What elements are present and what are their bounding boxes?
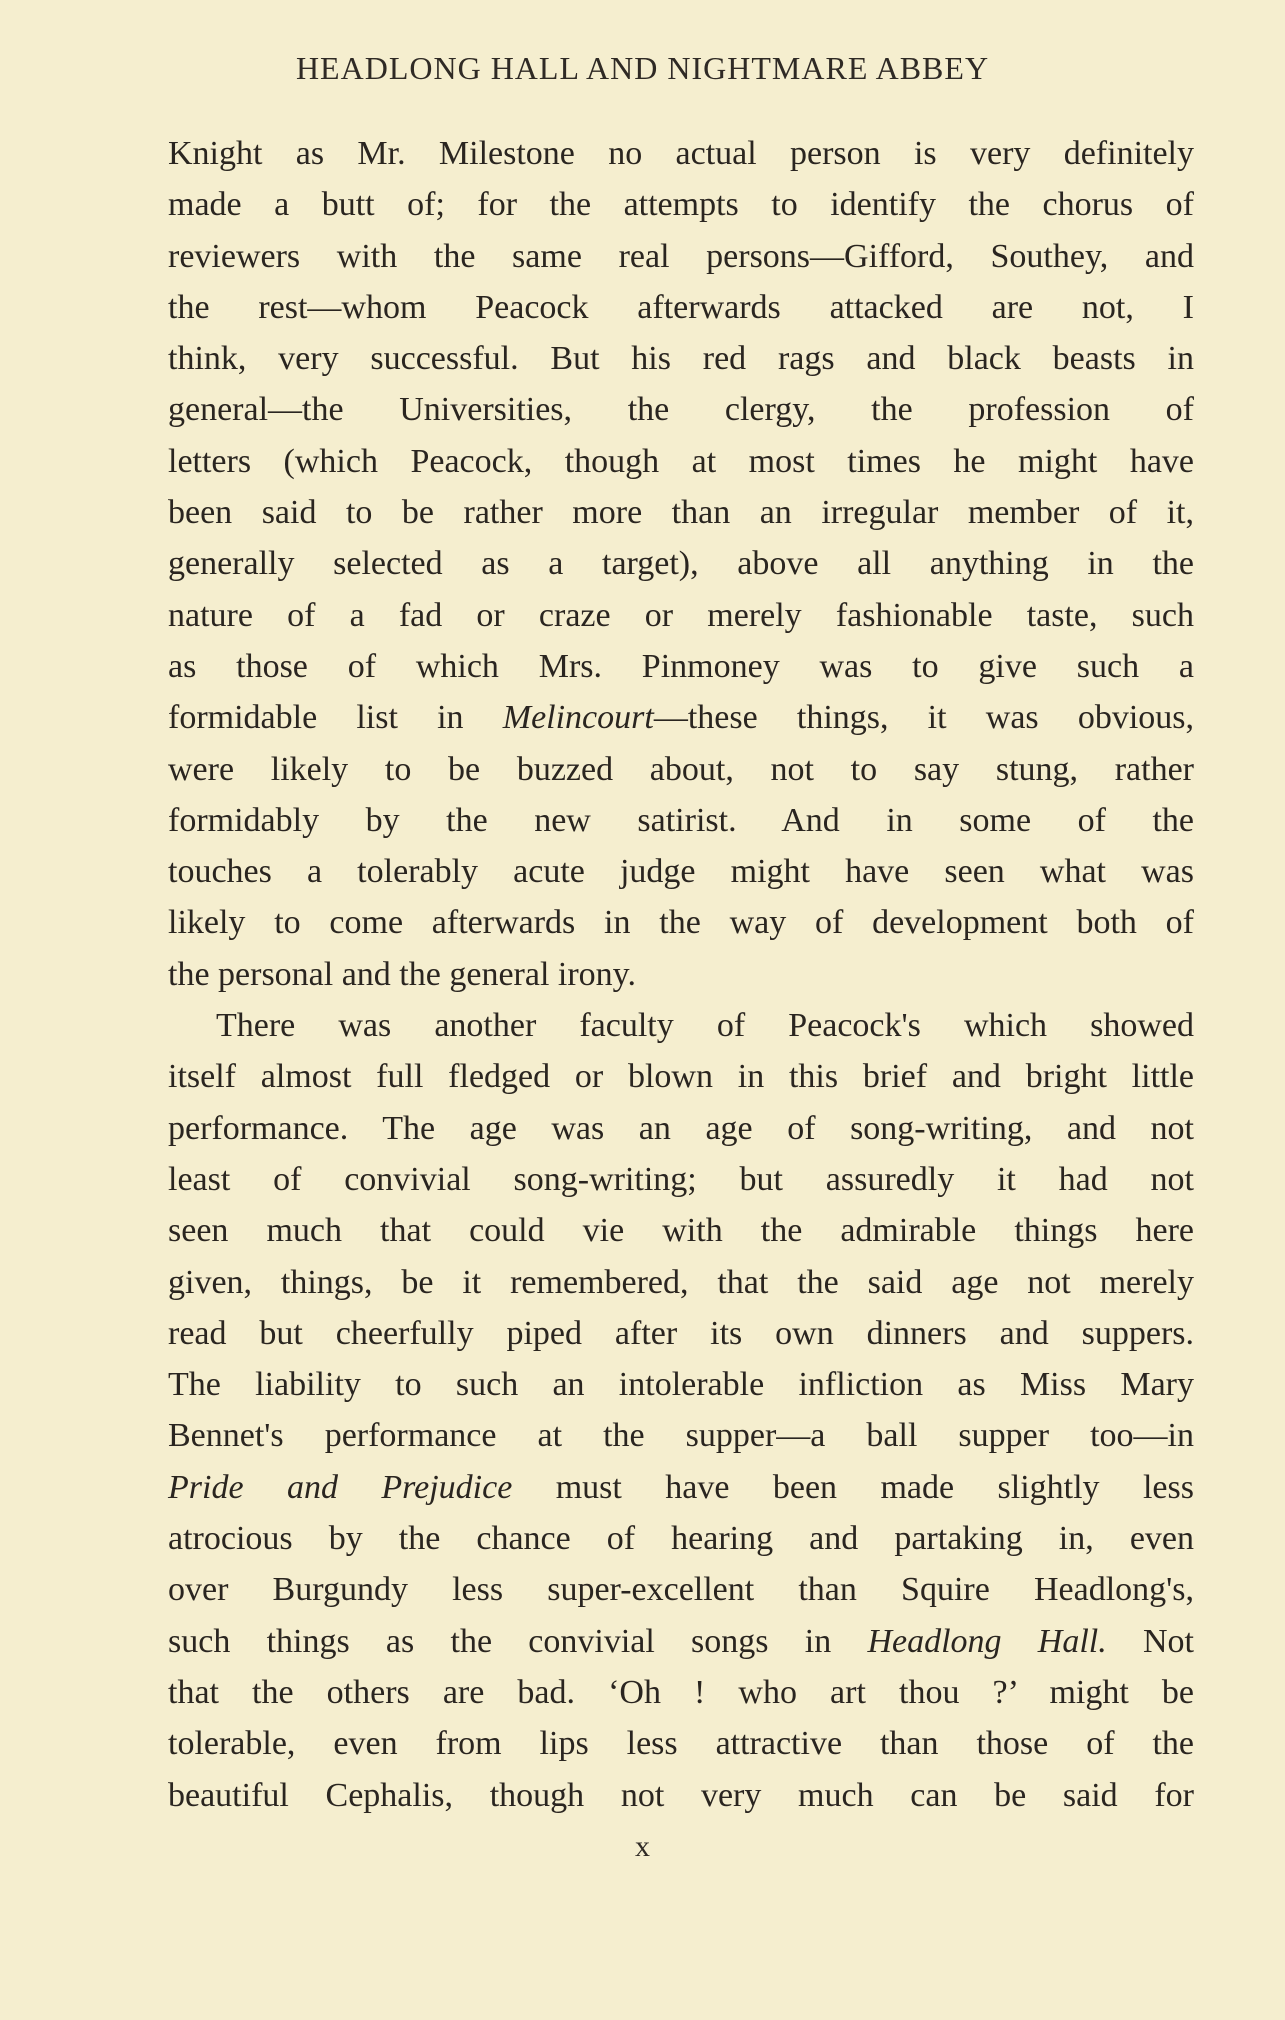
text-line	[168, 795, 1194, 846]
text-line	[168, 949, 1194, 1000]
text-segment: The liability to such an intolerable infliction as Miss Mary	[168, 1366, 1194, 1404]
text-segment: must have been made slightly less	[512, 1468, 1194, 1506]
text-segment: were likely to be buzzed about, not to say stung, rather	[168, 750, 1194, 788]
text-line	[168, 897, 1194, 948]
text-segment: as those of which Mrs. Pinmoney was to give such a	[168, 647, 1194, 685]
text-segment: touches a tolerably acute judge might have seen what was	[168, 853, 1194, 891]
running-head: HEADLONG HALL AND NIGHTMARE ABBEY	[295, 50, 990, 86]
text-line	[168, 487, 1194, 538]
text-line	[168, 1000, 1194, 1051]
text-line	[168, 1410, 1194, 1461]
text-line	[168, 641, 1194, 692]
text-segment: nature of a fad or craze or merely fashionable taste, such	[168, 596, 1194, 634]
text-segment: atrocious by the chance of hearing and partaking in, even	[168, 1520, 1194, 1558]
text-segment: been said to be rather more than an irregular member of it,	[168, 494, 1194, 532]
text-line	[168, 1770, 1194, 1821]
text-line	[168, 1308, 1194, 1359]
text-segment: that the others are bad. ‘Oh ! who art thou ?’ might be	[168, 1673, 1194, 1711]
text-segment: —these things, it was obvious,	[653, 699, 1194, 737]
text-line	[168, 384, 1194, 435]
text-segment: formidably by the new satirist. And in some of the	[168, 801, 1194, 839]
text-line	[168, 179, 1194, 230]
text-segment: letters (which Peacock, though at most times he might have	[168, 442, 1194, 480]
text-segment: generally selected as a target), above all anything in the	[168, 545, 1194, 583]
body-text	[168, 128, 1194, 1821]
text-segment: made a butt of; for the attempts to identify the chorus of	[168, 186, 1194, 224]
text-line	[168, 231, 1194, 282]
text-segment: least of convivial song-writing; but assuredly it had not	[168, 1160, 1194, 1198]
text-line	[168, 282, 1194, 333]
text-line	[168, 692, 1194, 743]
text-segment: itself almost full fledged or blown in this brief and bright little	[168, 1058, 1194, 1096]
text-segment: the personal and the general irony.	[168, 955, 636, 993]
text-line	[168, 590, 1194, 641]
text-segment: given, things, be it remembered, that the said age not merely	[168, 1263, 1194, 1301]
text-segment: read but cheerfully piped after its own dinners and suppers.	[168, 1314, 1194, 1352]
italic-title: Melincourt	[502, 699, 654, 737]
text-segment: likely to come afterwards in the way of development both of	[168, 904, 1194, 942]
page-number: x	[635, 1830, 650, 1863]
text-segment: general—the Universities, the clergy, the profession of	[168, 391, 1194, 429]
text-segment: think, very successful. But his red rags and black beasts in	[168, 340, 1194, 378]
text-segment: Not	[1106, 1622, 1194, 1660]
text-segment: There was another faculty of Peacock's which showed	[216, 1007, 1194, 1045]
text-segment: Bennet's performance at the supper—a ball supper too—in	[168, 1417, 1194, 1455]
text-line	[168, 1359, 1194, 1410]
text-line	[168, 1205, 1194, 1256]
italic-title: Pride and Prejudice	[168, 1468, 513, 1506]
text-line	[168, 1718, 1194, 1769]
text-segment: formidable list in	[168, 699, 503, 737]
text-segment: over Burgundy less super-excellent than Squire Headlong's,	[168, 1571, 1194, 1609]
text-line	[168, 1154, 1194, 1205]
text-line	[168, 1462, 1194, 1513]
text-line	[168, 1103, 1194, 1154]
text-segment: tolerable, even from lips less attractive than those of the	[168, 1725, 1194, 1763]
text-line	[168, 846, 1194, 897]
text-segment: performance. The age was an age of song-writing, and not	[168, 1109, 1194, 1147]
text-line	[168, 128, 1194, 179]
text-segment: such things as the convivial songs in	[168, 1622, 868, 1660]
text-line	[168, 1513, 1194, 1564]
text-line	[168, 333, 1194, 384]
text-line	[168, 436, 1194, 487]
text-line	[168, 1257, 1194, 1308]
text-line	[168, 1616, 1194, 1667]
text-line	[168, 1667, 1194, 1718]
text-segment: seen much that could vie with the admirable things here	[168, 1212, 1194, 1250]
text-line	[168, 744, 1194, 795]
text-line	[168, 1051, 1194, 1102]
text-segment: beautiful Cephalis, though not very much can be said for	[168, 1776, 1194, 1814]
text-line	[168, 1564, 1194, 1615]
text-segment: Knight as Mr. Milestone no actual person is very definitely	[168, 135, 1194, 172]
italic-title: Headlong Hall.	[867, 1622, 1107, 1660]
text-segment: reviewers with the same real persons—Gifford, Southey, and	[168, 237, 1194, 275]
text-line	[168, 538, 1194, 589]
text-segment: the rest—whom Peacock afterwards attacked are not, I	[168, 288, 1194, 326]
